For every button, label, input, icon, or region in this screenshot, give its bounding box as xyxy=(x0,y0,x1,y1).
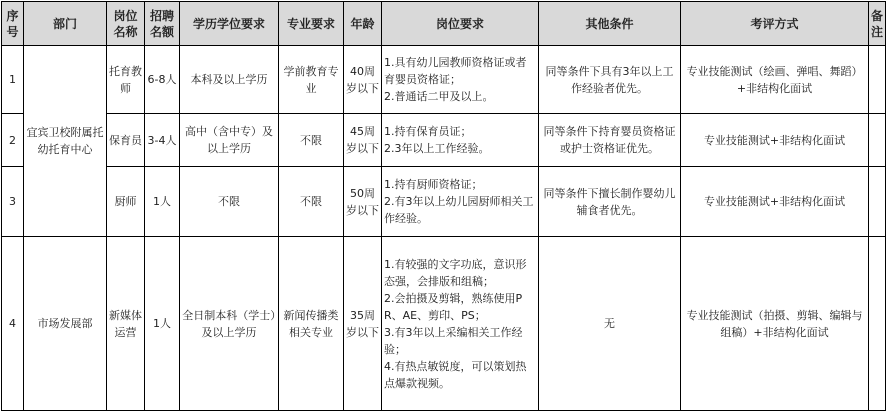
position-cell: 托育教师 xyxy=(107,46,145,114)
remark-cell xyxy=(869,114,886,167)
major-cell: 不限 xyxy=(279,114,344,167)
header-cell: 考评方式 xyxy=(681,2,869,46)
requirements-cell xyxy=(382,114,539,167)
assessment-cell: 专业技能测试（绘画、弹唱、舞蹈）+非结构化面试 xyxy=(681,46,869,114)
requirement-item: 3.有3年以上采编相关工作经验； xyxy=(384,325,523,356)
header-cell: 招聘名额 xyxy=(145,2,180,46)
table-header-row xyxy=(2,2,886,46)
position-cell: 厨师 xyxy=(107,167,145,237)
table-row xyxy=(2,167,886,237)
quota-cell: 1人 xyxy=(145,167,180,237)
requirement-item: 1.具有幼儿园教师资格证或者育婴员资格证； xyxy=(384,56,527,86)
major-cell: 新闻传播类相关专业 xyxy=(279,237,344,411)
header-cell: 序号 xyxy=(2,2,24,46)
requirements-cell xyxy=(382,46,539,114)
table-row xyxy=(2,114,886,167)
age-cell: 35周岁以下 xyxy=(344,237,382,411)
quota-cell: 3-4人 xyxy=(145,114,180,167)
header-cell: 部门 xyxy=(24,2,107,46)
other-conditions-cell: 无 xyxy=(539,237,681,411)
requirement-item: 2.3年以上工作经验。 xyxy=(384,142,490,155)
position-cell: 保育员 xyxy=(107,114,145,167)
table-row xyxy=(2,46,886,114)
requirement-item: 2.有3年以上幼儿园厨师相关工作经验。 xyxy=(384,195,534,225)
education-cell: 本科及以上学历 xyxy=(180,46,279,114)
header-cell: 岗位名称 xyxy=(107,2,145,46)
other-conditions-cell: 同等条件下擅长制作婴幼儿辅食者优先。 xyxy=(539,167,681,237)
requirement-item: 1.有较强的文字功底，意识形态强，会排版和组稿； xyxy=(384,257,527,288)
position-cell: 新媒体运营 xyxy=(107,237,145,411)
major-cell: 不限 xyxy=(279,167,344,237)
quota-cell: 6-8人 xyxy=(145,46,180,114)
age-cell: 40周岁以下 xyxy=(344,46,382,114)
requirements-cell xyxy=(382,237,539,411)
requirement-item: 2.普通话二甲及以上。 xyxy=(384,90,494,103)
requirement-item: 2.会拍摄及剪辑，熟练使用PR、AE、剪印、PS； xyxy=(384,291,523,322)
assessment-cell: 专业技能测试+非结构化面试 xyxy=(681,114,869,167)
assessment-cell: 专业技能测试（拍摄、剪辑、编辑与组稿）+非结构化面试 xyxy=(681,237,869,411)
row-number: 2 xyxy=(2,114,24,167)
remark-cell xyxy=(869,167,886,237)
requirement-item: 1.持有保育员证； xyxy=(384,125,472,138)
major-cell: 学前教育专业 xyxy=(279,46,344,114)
row-number: 4 xyxy=(2,237,24,411)
row-number: 3 xyxy=(2,167,24,237)
header-cell: 其他条件 xyxy=(539,2,681,46)
quota-cell: 1人 xyxy=(145,237,180,411)
table-row xyxy=(2,237,886,411)
header-cell: 专业要求 xyxy=(279,2,344,46)
age-cell: 45周岁以下 xyxy=(344,114,382,167)
education-cell: 全日制本科（学士）及以上学历 xyxy=(180,237,279,411)
requirement-item: 1.持有厨师资格证； xyxy=(384,178,483,191)
row-number: 1 xyxy=(2,46,24,114)
remark-cell xyxy=(869,237,886,411)
assessment-cell: 专业技能测试+非结构化面试 xyxy=(681,167,869,237)
other-conditions-cell: 同等条件下持育婴员资格证或护士资格证优先。 xyxy=(539,114,681,167)
department-cell: 市场发展部 xyxy=(24,237,107,411)
header-cell: 备注 xyxy=(869,2,886,46)
education-cell: 不限 xyxy=(180,167,279,237)
requirements-cell xyxy=(382,167,539,237)
education-cell: 高中（含中专）及以上学历 xyxy=(180,114,279,167)
header-cell: 学历学位要求 xyxy=(180,2,279,46)
department-cell: 宜宾卫校附属托幼托育中心 xyxy=(24,46,107,237)
header-cell: 岗位要求 xyxy=(382,2,539,46)
age-cell: 50周岁以下 xyxy=(344,167,382,237)
remark-cell xyxy=(869,46,886,114)
requirement-item: 4.有热点敏锐度，可以策划热点爆款视频。 xyxy=(384,359,527,390)
recruitment-table xyxy=(1,1,886,411)
other-conditions-cell: 同等条件下具有3年以上工作经验者优先。 xyxy=(539,46,681,114)
header-cell: 年龄 xyxy=(344,2,382,46)
